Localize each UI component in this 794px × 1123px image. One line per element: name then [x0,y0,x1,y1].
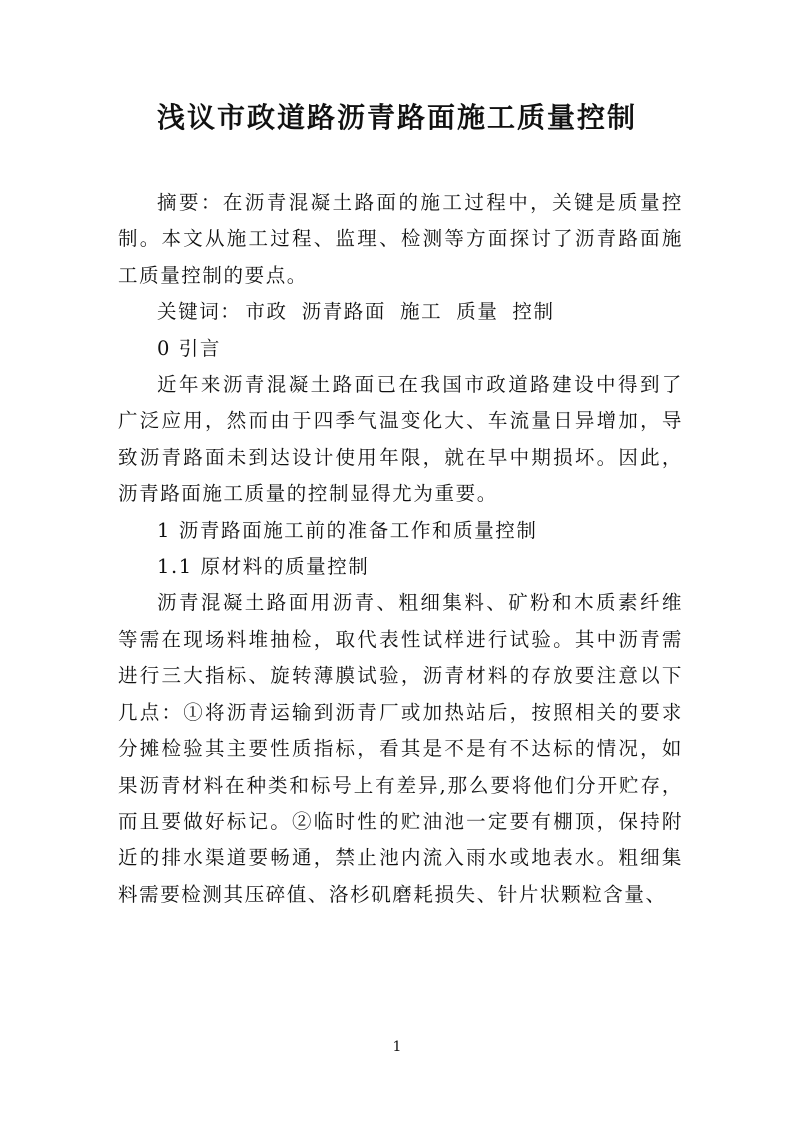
keyword-item: 质量 [456,300,499,324]
keyword-item: 沥青路面 [301,300,387,324]
subsection-heading: 1.1 原材料的质量控制 [157,555,370,579]
keyword-item: 控制 [512,300,555,324]
section-heading: 1 沥青路面施工前的准备工作和质量控制 [157,518,538,542]
page-title: 浅议市政道路沥青路面施工质量控制 [156,101,637,134]
body-paragraph: 沥青混凝土路面用沥青、粗细集料、矿粉和木质素纤维等需在现场料堆抽检，取代表性试样进行试验。其中沥青需进行三大指标、旋转薄膜试验，沥青材料的存放要注意以下几点：①将沥青运输到沥青厂或加热站后，按照相关的要求分摊检验其主要性质指标，看其是不是有不达标的情况，如果沥青材料在种类和标号上有差异,那么要将他们分开贮存，而且要做好标记。②临时性的贮油池一定要有棚顶，保持附近的排水渠道要畅通，禁止池内流入雨水或地表水。粗细集料需要检测其压碎值、洛杉矶磨耗损失、针片状颗粒含量、 [118,591,683,906]
keywords-label: 关键词： [157,300,242,324]
keywords-line [118,294,683,330]
abstract-paragraph: 摘要：在沥青混凝土路面的施工过程中，关键是质量控制。本文从施工过程、监理、检测等方面探讨了沥青路面施工质量控制的要点。 [118,191,683,287]
keyword-item: 市政 [245,300,288,324]
body-paragraph: 近年来沥青混凝土路面已在我国市政道路建设中得到了广泛应用，然而由于四季气温变化大、车流量日异增加，导致沥青路面未到达设计使用年限，就在早中期损坏。因此，沥青路面施工质量的控制显得尤为重要。 [118,373,683,506]
document-body [118,185,683,913]
section-heading: 0 引言 [157,336,222,360]
keyword-item: 施工 [400,300,443,324]
page-number: 1 [392,1039,402,1055]
